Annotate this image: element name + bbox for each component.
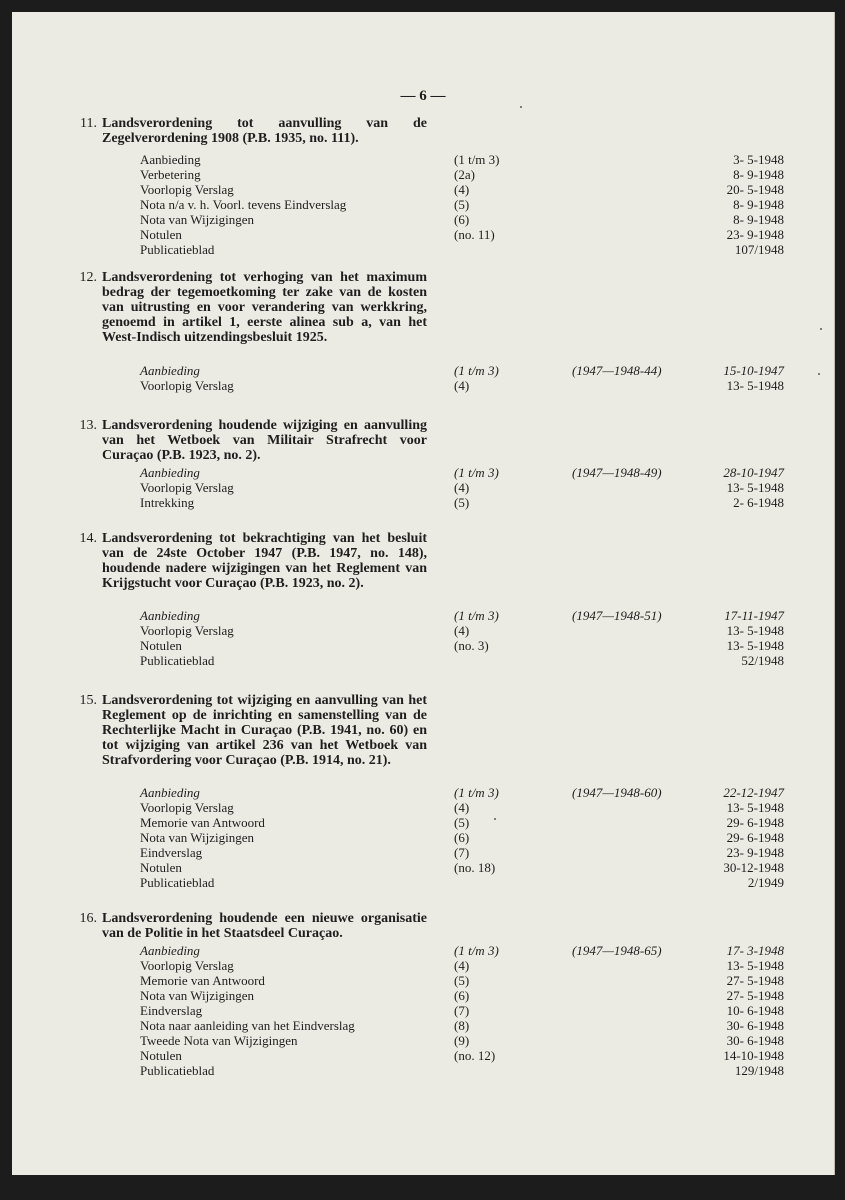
paper-speck <box>820 328 822 330</box>
entry-number: 16. <box>79 911 97 926</box>
row-date: 14-10-1948 <box>723 1048 784 1063</box>
row-date: 8- 9-1948 <box>733 197 784 212</box>
paper-speck <box>494 818 496 820</box>
row-date: 129/1948 <box>734 1063 784 1078</box>
row-date: 13- 5-1948 <box>726 378 784 393</box>
entry-rows <box>12 943 834 1078</box>
entry-row <box>12 653 834 668</box>
row-label: Nota van Wijzigingen <box>140 212 255 227</box>
row-date: 13- 5-1948 <box>726 480 784 495</box>
row-label: Nota n/a v. h. Voorl. tevens Eindverslag <box>140 197 347 212</box>
entry-row <box>12 182 834 197</box>
row-date: 30- 6-1948 <box>726 1033 784 1048</box>
row-ref: (7) <box>454 845 470 860</box>
paper-speck <box>520 106 522 108</box>
entry-row <box>12 638 834 653</box>
entry-number: 11. <box>80 116 97 131</box>
row-date: 13- 5-1948 <box>726 800 784 815</box>
row-ref: (5) <box>454 973 470 988</box>
entry-row <box>12 197 834 212</box>
entry-row <box>12 378 834 393</box>
row-label: Nota van Wijzigingen <box>140 830 255 845</box>
row-ref: (6) <box>454 830 470 845</box>
row-ref: (8) <box>454 1018 470 1033</box>
row-date: 27- 5-1948 <box>726 988 784 1003</box>
row-date: 2- 6-1948 <box>733 495 784 510</box>
row-label: Memorie van Antwoord <box>140 973 265 988</box>
row-ref: (4) <box>454 480 470 495</box>
row-doc: (1947—1948-51) <box>572 608 662 623</box>
entry-row <box>12 1018 834 1033</box>
row-label: Publicatieblad <box>140 653 215 668</box>
entry-row <box>12 212 834 227</box>
row-ref: (1 t/m 3) <box>454 363 499 378</box>
row-ref: (no. 11) <box>454 227 495 242</box>
row-date: 17-11-1947 <box>724 608 784 623</box>
row-date: 20- 5-1948 <box>726 182 784 197</box>
entry-row <box>12 167 834 182</box>
entry-title: Landsverordening houdende wijziging en aanvulling van het Wetboek van Militair Strafrecht voor Curaçao (P.B. 1923, no. 2). <box>102 418 427 463</box>
row-ref: (5) <box>454 495 470 510</box>
entry-row <box>12 845 834 860</box>
row-ref: (9) <box>454 1033 470 1048</box>
row-date: 2/1949 <box>747 875 784 890</box>
row-label: Intrekking <box>140 495 195 510</box>
row-label: Voorlopig Verslag <box>140 800 234 815</box>
entry-row <box>12 227 834 242</box>
row-doc: (1947—1948-44) <box>572 363 662 378</box>
row-date: 13- 5-1948 <box>726 638 784 653</box>
entry-number: 12. <box>79 270 97 285</box>
row-label: Publicatieblad <box>140 1063 215 1078</box>
entry-row <box>12 943 834 958</box>
row-label: Notulen <box>140 1048 182 1063</box>
entry-row <box>12 973 834 988</box>
row-label: Nota van Wijzigingen <box>140 988 255 1003</box>
row-date: 3- 5-1948 <box>733 152 784 167</box>
entry-title: Landsverordening tot wijziging en aanvulling van het Reglement op de inrichting en samenstelling van de Rechterlijke Macht in Curaçao (P.B. 1941, no. 60) en tot wijziging van artikel 236 van het Wetboek van Strafvordering voor Curaçao (P.B. 1914, no. 21). <box>102 693 427 768</box>
row-label: Aanbieding <box>140 465 200 480</box>
entry-title: Landsverordening tot aanvulling van de Zegelverordening 1908 (P.B. 1935, no. 111). <box>102 116 427 146</box>
entry-rows <box>12 465 834 510</box>
entry-row <box>12 1033 834 1048</box>
row-ref: (1 t/m 3) <box>454 152 500 167</box>
row-label: Voorlopig Verslag <box>140 623 234 638</box>
row-date: 29- 6-1948 <box>726 830 784 845</box>
row-label: Notulen <box>140 860 182 875</box>
row-date: 10- 6-1948 <box>726 1003 784 1018</box>
row-date: 30- 6-1948 <box>726 1018 784 1033</box>
row-ref: (1 t/m 3) <box>454 465 499 480</box>
row-date: 23- 9-1948 <box>726 227 784 242</box>
row-ref: (4) <box>454 800 470 815</box>
entry-row <box>12 480 834 495</box>
row-ref: (no. 12) <box>454 1048 496 1063</box>
entry-title: Landsverordening tot verhoging van het maximum bedrag der tegemoetkoming ter zake van de kosten van uitrusting en voor verandering van werkkring, genoemd in artikel 1, eerste alinea sub a, van het West-Indisch uitzendingsbesluit 1925. <box>102 270 427 345</box>
row-date: 13- 5-1948 <box>726 623 784 638</box>
row-label: Voorlopig Verslag <box>140 378 234 393</box>
row-ref: (4) <box>454 958 470 973</box>
entry-rows <box>12 363 834 393</box>
entry-row <box>12 785 834 800</box>
row-label: Notulen <box>140 227 182 242</box>
row-label: Publicatieblad <box>140 875 215 890</box>
row-label: Publicatieblad <box>140 242 215 257</box>
row-doc: (1947—1948-65) <box>572 943 662 958</box>
row-ref: (1 t/m 3) <box>454 785 499 800</box>
row-label: Aanbieding <box>140 363 200 378</box>
row-date: 27- 5-1948 <box>726 973 784 988</box>
row-date: 29- 6-1948 <box>726 815 784 830</box>
page-number: — 6 — <box>400 88 446 104</box>
row-label: Aanbieding <box>140 943 200 958</box>
entry-row <box>12 1063 834 1078</box>
row-label: Tweede Nota van Wijzigingen <box>140 1033 298 1048</box>
entry-row <box>12 242 834 257</box>
row-date: 30-12-1948 <box>723 860 784 875</box>
row-label: Aanbieding <box>140 152 201 167</box>
row-date: 22-12-1947 <box>723 785 784 800</box>
entry-row <box>12 1003 834 1018</box>
row-ref: (no. 18) <box>454 860 496 875</box>
row-date: 52/1948 <box>741 653 784 668</box>
entry-number: 15. <box>79 693 97 708</box>
entry-row <box>12 1048 834 1063</box>
entry-row <box>12 623 834 638</box>
row-doc: (1947—1948-49) <box>572 465 662 480</box>
row-date: 23- 9-1948 <box>726 845 784 860</box>
row-date: 15-10-1947 <box>723 363 784 378</box>
entry-row <box>12 363 834 378</box>
entry-row <box>12 988 834 1003</box>
entry-row <box>12 495 834 510</box>
paper-speck <box>818 373 820 375</box>
entry-number: 13. <box>79 418 97 433</box>
entry-row <box>12 875 834 890</box>
row-label: Notulen <box>140 638 182 653</box>
entry-rows <box>12 785 834 890</box>
document-page <box>12 12 835 1175</box>
row-label: Nota naar aanleiding van het Eindverslag <box>140 1018 355 1033</box>
entry-row <box>12 800 834 815</box>
row-date: 8- 9-1948 <box>733 167 784 182</box>
row-ref: (no. 3) <box>454 638 489 653</box>
row-ref: (5) <box>454 197 470 212</box>
row-date: 107/1948 <box>734 242 784 257</box>
entry-row <box>12 860 834 875</box>
row-label: Voorlopig Verslag <box>140 480 234 495</box>
row-ref: (6) <box>454 988 470 1003</box>
row-doc: (1947—1948-60) <box>572 785 662 800</box>
row-date: 28-10-1947 <box>723 465 784 480</box>
entry-row <box>12 815 834 830</box>
row-date: 17- 3-1948 <box>726 943 784 958</box>
entry-row <box>12 152 834 167</box>
row-ref: (1 t/m 3) <box>454 608 499 623</box>
entry-row <box>12 830 834 845</box>
row-ref: (6) <box>454 212 470 227</box>
entry-rows <box>12 152 834 257</box>
row-label: Voorlopig Verslag <box>140 958 234 973</box>
row-date: 13- 5-1948 <box>726 958 784 973</box>
row-label: Eindverslag <box>140 845 203 860</box>
entry-rows <box>12 608 834 668</box>
row-label: Aanbieding <box>140 608 200 623</box>
entry-title: Landsverordening tot bekrachtiging van het besluit van de 24ste October 1947 (P.B. 1947, no. 148), houdende nadere wijzigingen van het Reglement van Krijgstucht voor Curaçao (P.B. 1923, no. 2). <box>102 531 427 591</box>
entry-title: Landsverordening houdende een nieuwe organisatie van de Politie in het Staatsdeel Curaçao. <box>102 911 427 941</box>
row-ref: (4) <box>454 378 470 393</box>
entry-row <box>12 465 834 480</box>
row-date: 8- 9-1948 <box>733 212 784 227</box>
row-label: Memorie van Antwoord <box>140 815 265 830</box>
row-ref: (5) <box>454 815 470 830</box>
entry-number: 14. <box>79 531 97 546</box>
row-label: Verbetering <box>140 167 201 182</box>
row-label: Aanbieding <box>140 785 200 800</box>
row-ref: (1 t/m 3) <box>454 943 499 958</box>
entry-row <box>12 608 834 623</box>
entry-row <box>12 958 834 973</box>
row-ref: (7) <box>454 1003 470 1018</box>
row-ref: (2a) <box>454 167 475 182</box>
row-label: Eindverslag <box>140 1003 203 1018</box>
row-ref: (4) <box>454 182 470 197</box>
row-ref: (4) <box>454 623 470 638</box>
row-label: Voorlopig Verslag <box>140 182 234 197</box>
